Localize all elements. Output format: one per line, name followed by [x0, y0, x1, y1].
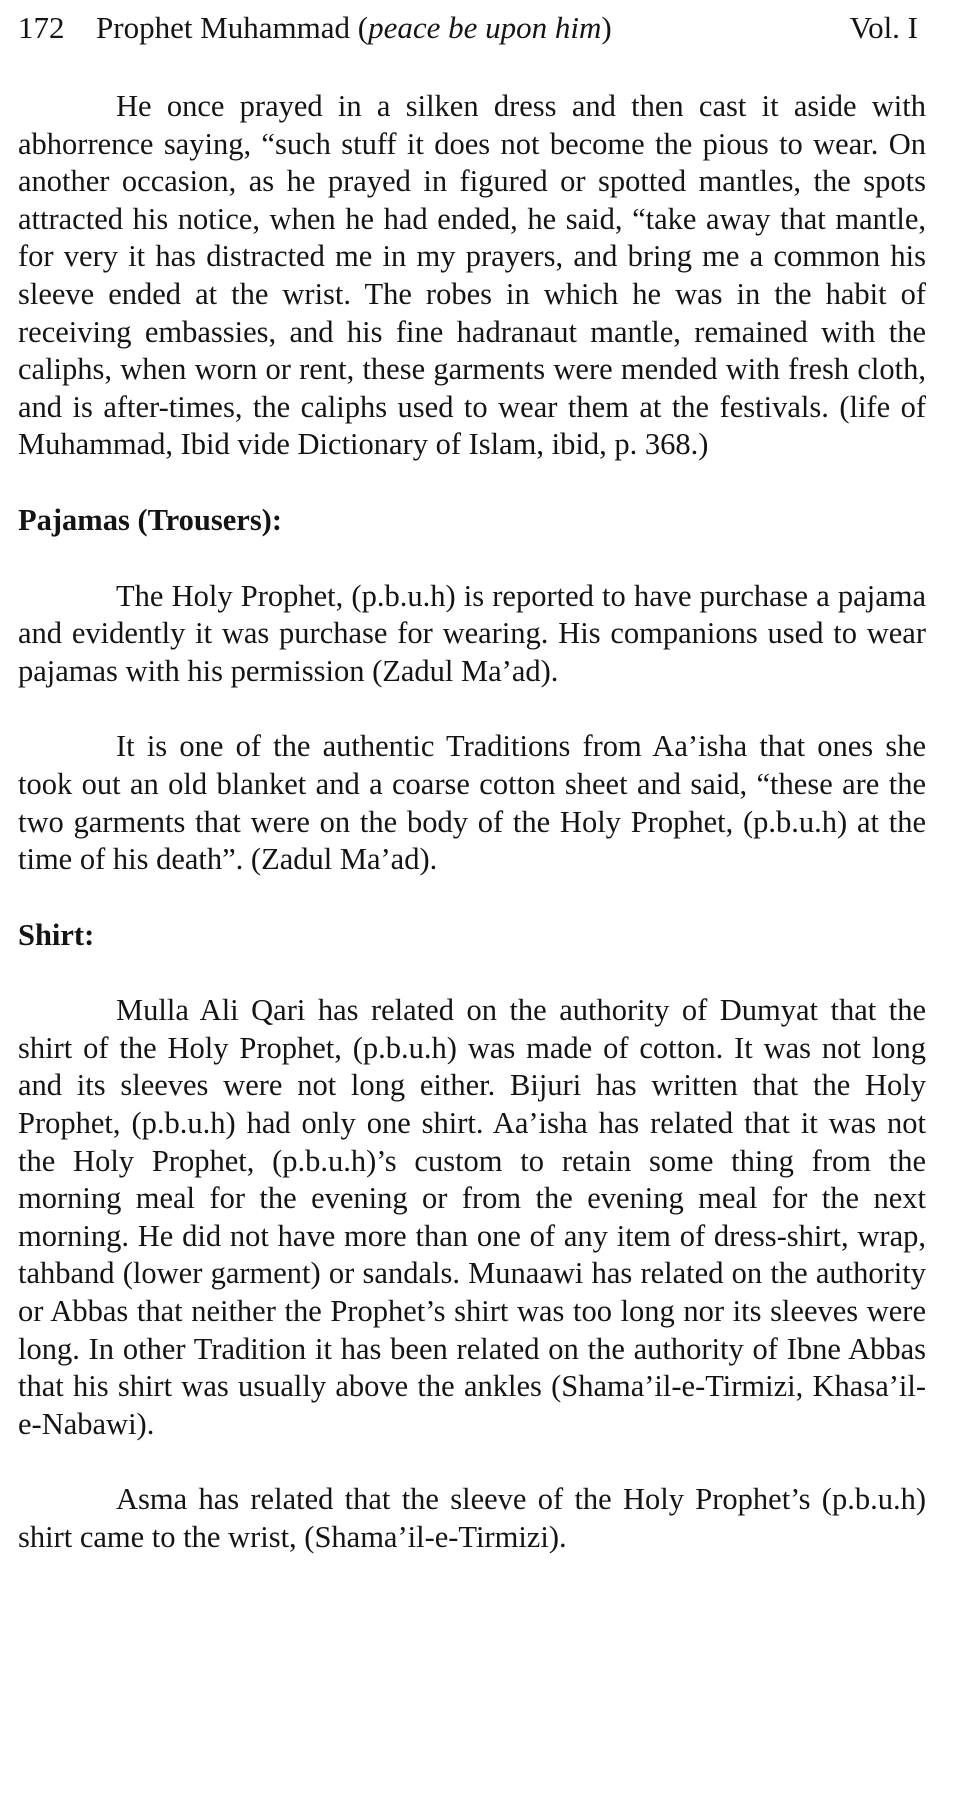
book-title-honorific: peace be upon him	[368, 10, 602, 45]
paragraph-mulla-ali-qari: Mulla Ali Qari has related on the authority of Dumyat that the shirt of the Holy Prophet, (p.b.u.h) was made of cotton. It was not long and its sleeves were not long either. Bijuri has written that the Holy Prophet, (p.b.u.h) had only one shirt. Aa’isha has related that it was not the Holy Prophet, (p.b.u.h)’s custom to retain some thing from the morning meal for the evening or from the evening meal for the next morning. He did not have more than one of any item of dress-shirt, wrap, tahband (lower garment) or sandals. Munaawi has related on the authority or Abbas that neither the Prophet’s shirt was too long nor its sleeves were long. In other Tradition it has been related on the authority of Ibne Abbas that his shirt was usually above the ankles (Shama’il-e-Tirmizi, Khasa’il-e-Nabawi).	[18, 993, 926, 1441]
paragraph-aaisha-tradition: It is one of the authentic Traditions from Aa’isha that ones she took out an old blanket and a coarse cotton sheet and said, “these are the two garments that were on the body of the Holy Prophet, (p.b.u.h) at the time of his death”. (Zadul Ma’ad).	[18, 729, 926, 877]
paragraph-silken-dress: He once prayed in a silken dress and then cast it aside with abhorrence saying, “such stuff it does not become the pious to wear. On another occasion, as he prayed in figured or spotted mantles, the spots attracted his notice, when he had ended, he said, “take away that mantle, for very it has distracted me in my prayers, and bring me a common his sleeve ended at the wrist. The robes in which he was in the habit of receiving embassies, and his fine hadranaut mantle, remained with the caliphs, when worn or rent, these garments were mended with fresh cloth, and is after-times, the caliphs used to wear them at the festivals. (life of Muhammad, Ibid vide Dictionary of Islam, ibid, p. 368.)	[18, 89, 926, 462]
book-title-close: )	[601, 10, 612, 45]
section-heading-shirt: Shirt:	[18, 917, 95, 952]
paragraph-asma-sleeve: Asma has related that the sleeve of the Holy Prophet’s (p.b.u.h) shirt came to the wrist, (Shama’il-e-Tirmizi).	[18, 1482, 926, 1554]
book-title-text: Prophet Muhammad (	[96, 10, 369, 45]
section-heading-pajamas: Pajamas (Trousers):	[18, 502, 283, 537]
book-title	[96, 8, 612, 48]
running-header	[18, 8, 926, 48]
paragraph-pajama-purchase: The Holy Prophet, (p.b.u.h) is reported to have purchase a pajama and evidently it was purchase for wearing. His companions used to wear pajamas with his permission (Zadul Ma’ad).	[18, 578, 926, 688]
volume-label: Vol. I	[849, 10, 918, 45]
page-number: 172	[18, 10, 65, 45]
